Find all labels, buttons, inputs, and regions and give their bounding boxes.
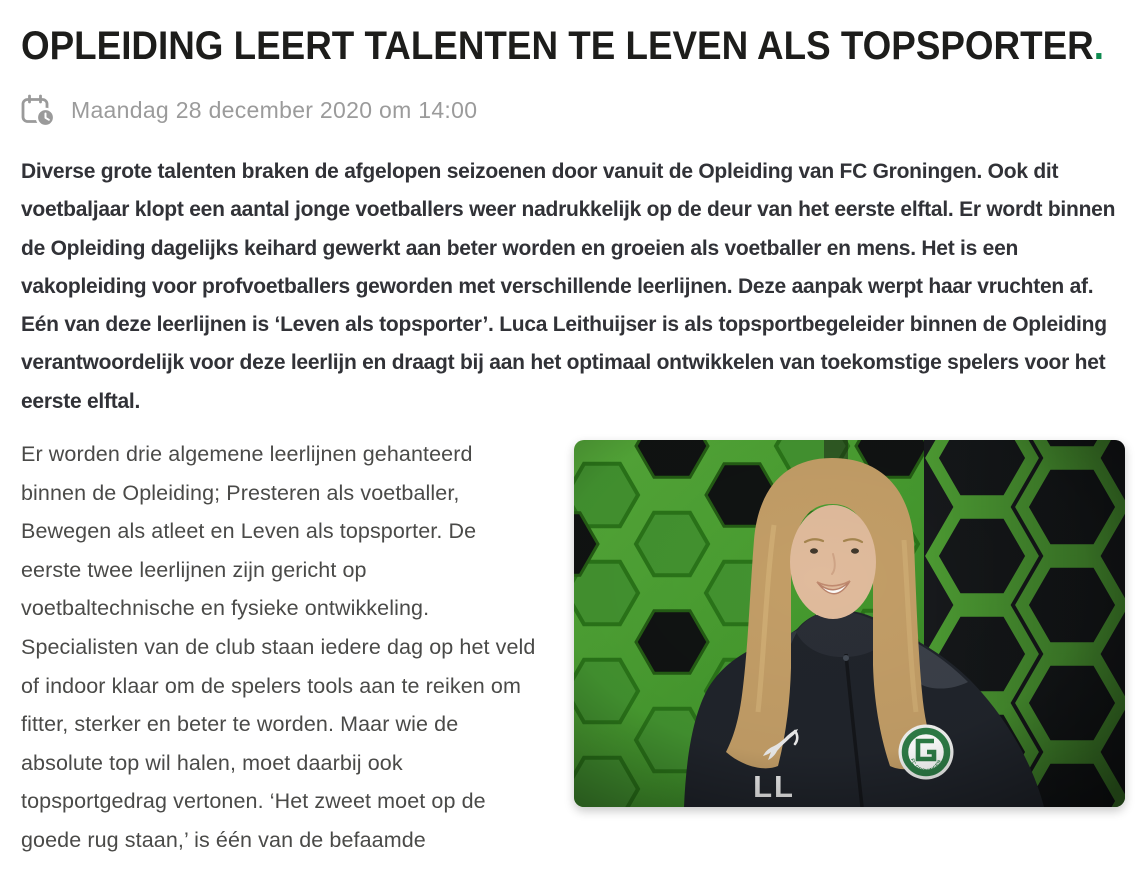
article-body-section bbox=[21, 435, 1125, 860]
page-title-text: OPLEIDING LEERT TALENTEN TE LEVEN ALS TOPSPORTER bbox=[21, 24, 1094, 68]
article-body: Er worden drie algemene leerlijnen gehanteerd binnen de Opleiding; Presteren als voetballer, Bewegen als atleet en Leven als topsporter. De eerste twee leerlijnen zijn gericht op voetbaltechnische en fysieke ontwikkeling. Specialisten van de club staan iedere dag op het veld of indoor klaar om de spelers tools aan te reiken om fitter, sterker en beter te worden. Maar wie de absolute top wil halen, moet daarbij ook topsportgedrag vertonen. ‘Het zweet moet op de goede rug staan,’ is één van de befaamde bbox=[21, 442, 536, 853]
publish-date-row bbox=[21, 94, 1125, 127]
title-accent-dot: . bbox=[1093, 24, 1104, 68]
calendar-clock-icon bbox=[21, 94, 56, 127]
article-photo bbox=[574, 440, 1125, 807]
publish-date: Maandag 28 december 2020 om 14:00 bbox=[71, 97, 478, 123]
portrait-photo-illustration bbox=[574, 440, 1125, 807]
article-page bbox=[0, 24, 1146, 860]
article-intro: Diverse grote talenten braken de afgelopen seizoenen door vanuit de Opleiding van FC Groningen. Ook dit voetbaljaar klopt een aantal jonge voetballers weer nadrukkelijk op de deur van het eerste elftal. Er wordt binnen de Opleiding dagelijks keihard gewerkt aan beter worden en groeien als voetballer en mens. Het is een vakopleiding voor profvoetballers geworden met verschillende leerlijnen. Deze aanpak werpt haar vruchten af. Eén van deze leerlijnen is ‘Leven als topsporter’. Luca Leithuijser is als topsportbegeleider binnen de Opleiding verantwoordelijk voor deze leerlijn en draagt bij aan het optimaal ontwikkelen van toekomstige spelers voor het eerste elftal. bbox=[21, 160, 1116, 413]
page-title bbox=[21, 24, 1104, 68]
